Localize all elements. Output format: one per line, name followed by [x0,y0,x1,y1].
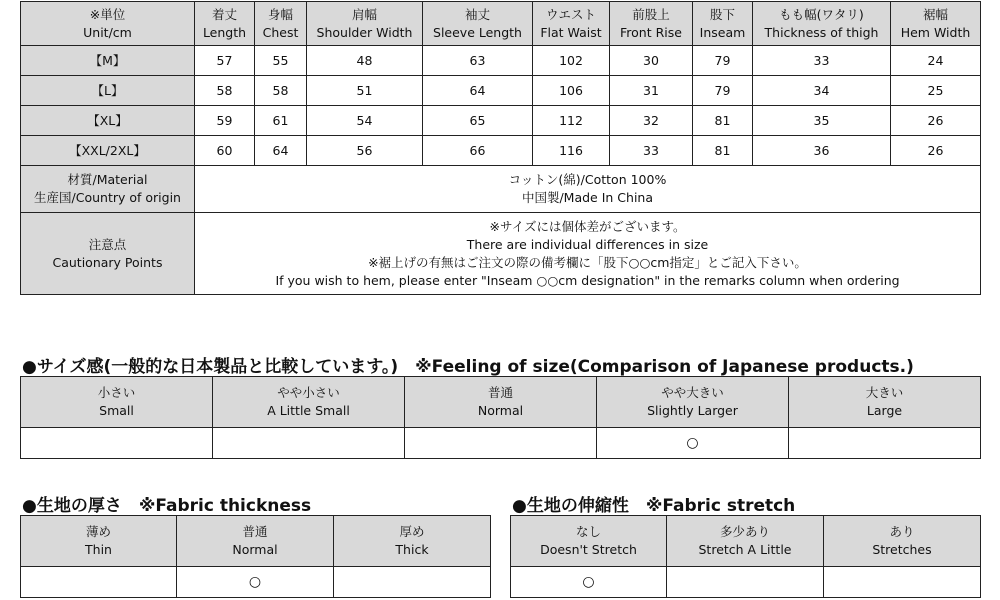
table-cell: 81 [693,136,753,166]
caution-line: ※裾上げの有無はご注文の際の備考欄に「股下○○cm指定」とご記入下さい。 [368,254,807,270]
table-cell: 55 [255,46,307,76]
option-small [21,377,213,428]
size-label: 【M】 [21,46,195,76]
mark-cell [21,567,177,598]
caution-label-jp: 注意点 [88,236,127,252]
caution-line: If you wish to hem, please enter "Inseam ○○cm designation" in the remarks column when ordering [275,272,900,288]
header-jp: 前股上 [632,6,670,22]
header-front-rise [610,2,693,46]
table-cell: 57 [195,46,255,76]
header-en: Chest [262,24,299,40]
header-jp: ※単位 [89,6,126,22]
mark-cell [789,428,981,459]
header-en: Sleeve Length [433,24,522,40]
table-cell: 24 [891,46,981,76]
option-en: Normal [477,403,524,418]
table-cell: 58 [195,76,255,106]
table-cell: 112 [533,106,610,136]
stretch-title: ●生地の伸縮性 ※Fabric stretch [512,496,796,516]
header-length [195,2,255,46]
header-en: Length [202,24,247,40]
caution-line: ※サイズには個体差がございます。 [489,218,686,234]
caution-value [195,213,981,295]
header-en: Unit/cm [83,24,132,40]
option-jp: やや大きい [661,385,724,400]
caution-label [21,213,195,295]
table-cell: 25 [891,76,981,106]
stretch-table [510,515,981,598]
table-cell: 33 [610,136,693,166]
table-cell: 32 [610,106,693,136]
option-normal [177,516,334,567]
option-jp: 多少あり [719,524,770,539]
table-cell: 79 [693,76,753,106]
table-row [21,136,981,166]
option-slightly-larger [597,377,789,428]
mark-cell [334,567,491,598]
option-jp: 普通 [242,524,268,539]
table-cell: 79 [693,46,753,76]
header-inseam [693,2,753,46]
option-jp: 薄め [85,524,111,539]
table-cell: 60 [195,136,255,166]
mark-cell [667,567,824,598]
option-jp: 厚め [399,524,425,539]
table-cell: 34 [753,76,891,106]
table-cell: 65 [423,106,533,136]
header-en: Shoulder Width [316,24,413,40]
mark-cell [21,428,213,459]
table-cell: 64 [423,76,533,106]
table-cell: 51 [307,76,423,106]
size-label: 【L】 [21,76,195,106]
option-jp: 普通 [487,385,513,400]
option-jp: やや小さい [277,385,340,400]
table-row [21,46,981,76]
table-cell: 36 [753,136,891,166]
material-value [195,166,981,213]
table-cell: 48 [307,46,423,76]
table-cell: 61 [255,106,307,136]
size-feel-table [20,376,981,459]
header-jp: 着丈 [211,6,237,22]
size-label: 【XXL/2XL】 [21,136,195,166]
option-en: Slightly Larger [647,403,738,418]
option-en: Stretch A Little [698,542,792,557]
option-thick [334,516,491,567]
header-sleeve-length [423,2,533,46]
header-en: Flat Waist [540,24,602,40]
header-jp: 肩幅 [351,6,377,22]
caution-line: There are individual differences in size [466,236,709,252]
table-cell: 59 [195,106,255,136]
header-thigh [753,2,891,46]
table-row [21,76,981,106]
option-normal [405,377,597,428]
table-cell: 56 [307,136,423,166]
mark-cell: ○ [597,428,789,459]
mark-cell [213,428,405,459]
header-jp: 股下 [709,6,735,22]
thickness-title: ●生地の厚さ ※Fabric thickness [22,496,312,516]
option-stretches [824,516,981,567]
option-en: Small [99,403,134,418]
option-a-little-small [213,377,405,428]
option-thin [21,516,177,567]
header-jp: 身幅 [267,6,293,22]
header-hem-width [891,2,981,46]
header-en: Inseam [699,24,746,40]
header-jp: もも幅(ワタリ) [779,6,864,22]
header-jp: 袖丈 [464,6,490,22]
option-en: Thin [85,542,112,557]
mark-cell [405,428,597,459]
mark-cell: ○ [177,567,334,598]
material-label-jp: 材質/Material [67,172,148,187]
header-en: Thickness of thigh [764,24,879,40]
option-no-stretch [511,516,667,567]
table-cell: 66 [423,136,533,166]
header-shoulder-width [307,2,423,46]
table-cell: 102 [533,46,610,76]
material-label [21,166,195,213]
header-unit [21,2,195,46]
caution-label-en: Cautionary Points [52,254,163,270]
table-cell: 64 [255,136,307,166]
thickness-table [20,515,491,598]
option-en: Thick [395,542,429,557]
table-cell: 116 [533,136,610,166]
table-cell: 81 [693,106,753,136]
header-chest [255,2,307,46]
table-cell: 54 [307,106,423,136]
material-fabric: コットン(綿)/Cotton 100% [508,172,667,187]
table-cell: 30 [610,46,693,76]
header-en: Front Rise [620,24,682,40]
header-flat-waist [533,2,610,46]
size-feel-title: ●サイズ感(一般的な日本製品と比較しています。) ※Feeling of size(Comparison of Japanese products.) [22,357,914,377]
caution-row [21,213,981,295]
option-en: Stretches [872,542,932,557]
material-origin: 中国製/Made In China [521,190,654,205]
option-en: Doesn't Stretch [540,542,637,557]
option-en: Normal [232,542,278,557]
option-large [789,377,981,428]
option-jp: 小さい [97,385,136,400]
mark-cell: ○ [511,567,667,598]
header-jp: ウエスト [545,6,596,22]
option-jp: なし [575,524,601,539]
option-en: A Little Small [267,403,350,418]
mark-cell [824,567,981,598]
option-jp: あり [889,524,915,539]
table-cell: 106 [533,76,610,106]
table-cell: 26 [891,106,981,136]
table-cell: 33 [753,46,891,76]
material-label-en: 生産国/Country of origin [34,190,181,205]
table-cell: 58 [255,76,307,106]
table-cell: 26 [891,136,981,166]
option-stretch-a-little [667,516,824,567]
header-jp: 裾幅 [922,6,948,22]
table-row [21,106,981,136]
option-jp: 大きい [865,385,904,400]
table-cell: 31 [610,76,693,106]
option-en: Large [866,403,903,418]
table-cell: 63 [423,46,533,76]
header-en: Hem Width [900,24,971,40]
size-table [20,1,981,295]
table-cell: 35 [753,106,891,136]
size-label: 【XL】 [21,106,195,136]
material-row [21,166,981,213]
